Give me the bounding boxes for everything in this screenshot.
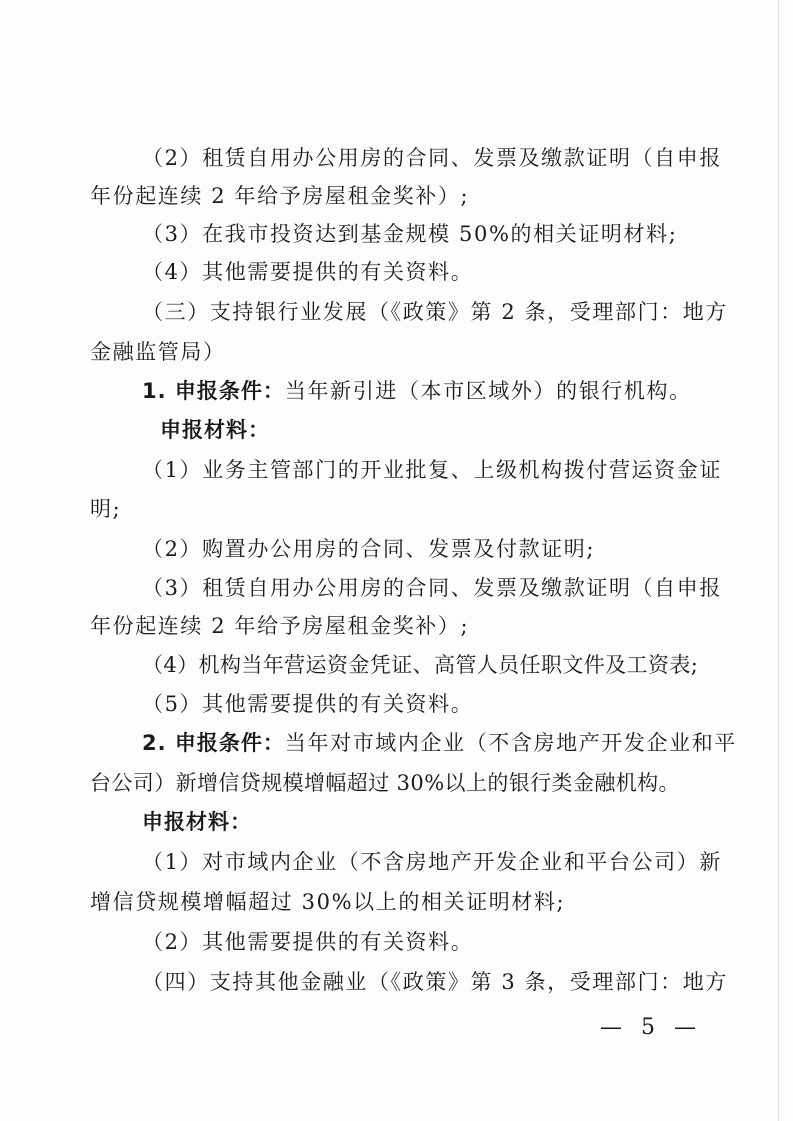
line-text: 增信贷规模增幅超过 30%以上的相关证明材料; <box>90 890 566 914</box>
line-text: （4）机构当年营运资金凭证、高管人员任职文件及工资表; <box>142 653 699 677</box>
line-text: 金融监管局） <box>90 340 226 364</box>
line-text: （3）租赁自用办公用房的合同、发票及缴款证明（自申报 <box>142 576 722 600</box>
line-text: （4）其他需要提供的有关资料。 <box>142 260 474 284</box>
paragraph-line <box>142 926 710 958</box>
paragraph-line <box>90 493 710 525</box>
condition-line <box>142 727 737 759</box>
paragraph-line <box>142 572 722 604</box>
condition-label: 1. 申报条件： <box>142 379 285 403</box>
materials-label: 申报材料： <box>160 418 270 442</box>
paragraph-line <box>90 610 710 642</box>
materials-heading <box>142 806 762 838</box>
line-text: （1）对市域内企业（不含房地产开发企业和平台公司）新 <box>142 850 722 874</box>
line-text: 年份起连续 2 年给予房屋租金奖补）; <box>90 184 470 208</box>
paragraph-line <box>142 846 722 878</box>
page-number: — 5 — <box>600 1015 702 1040</box>
line-text: 明; <box>90 497 122 521</box>
materials-heading <box>160 414 780 446</box>
line-text: 台公司）新增信贷规模增幅超过 30%以上的银行类金融机构。 <box>90 771 680 795</box>
paragraph-line <box>142 649 710 681</box>
paragraph-line <box>142 218 710 250</box>
paragraph-line <box>142 688 710 720</box>
section-heading-line <box>142 966 729 998</box>
condition-label: 2. 申报条件： <box>142 731 285 755</box>
line-text: （2）购置办公用房的合同、发票及付款证明; <box>142 537 596 561</box>
section-heading-line <box>90 336 710 368</box>
line-text: （三）支持银行业发展（《政策》第 2 条，受理部门：地方 <box>142 300 729 324</box>
line-text: （四）支持其他金融业（《政策》第 3 条，受理部门：地方 <box>142 970 729 994</box>
paragraph-line <box>90 886 710 918</box>
line-text: 当年对市域内企业（不含房地产开发企业和平 <box>284 731 737 755</box>
paragraph-line <box>142 142 722 174</box>
line-text: （5）其他需要提供的有关资料。 <box>142 692 474 716</box>
section-heading-line <box>142 296 729 328</box>
paragraph-line <box>142 533 710 565</box>
line-text: （2）其他需要提供的有关资料。 <box>142 930 474 954</box>
condition-line <box>142 375 710 407</box>
line-text: （2）租赁自用办公用房的合同、发票及缴款证明（自申报 <box>142 146 722 170</box>
paragraph-line <box>142 256 710 288</box>
paragraph-line <box>90 767 710 799</box>
line-text: 年份起连续 2 年给予房屋租金奖补）; <box>90 614 470 638</box>
line-text: 当年新引进（本市区域外）的银行机构。 <box>284 379 692 403</box>
paragraph-line <box>142 454 722 486</box>
line-text: （1）业务主管部门的开业批复、上级机构拨付营运资金证 <box>142 458 722 482</box>
materials-label: 申报材料： <box>142 810 252 834</box>
paragraph-line <box>90 180 710 212</box>
line-text: （3）在我市投资达到基金规模 50%的相关证明材料; <box>142 222 678 246</box>
scan-edge-line <box>778 0 779 1121</box>
